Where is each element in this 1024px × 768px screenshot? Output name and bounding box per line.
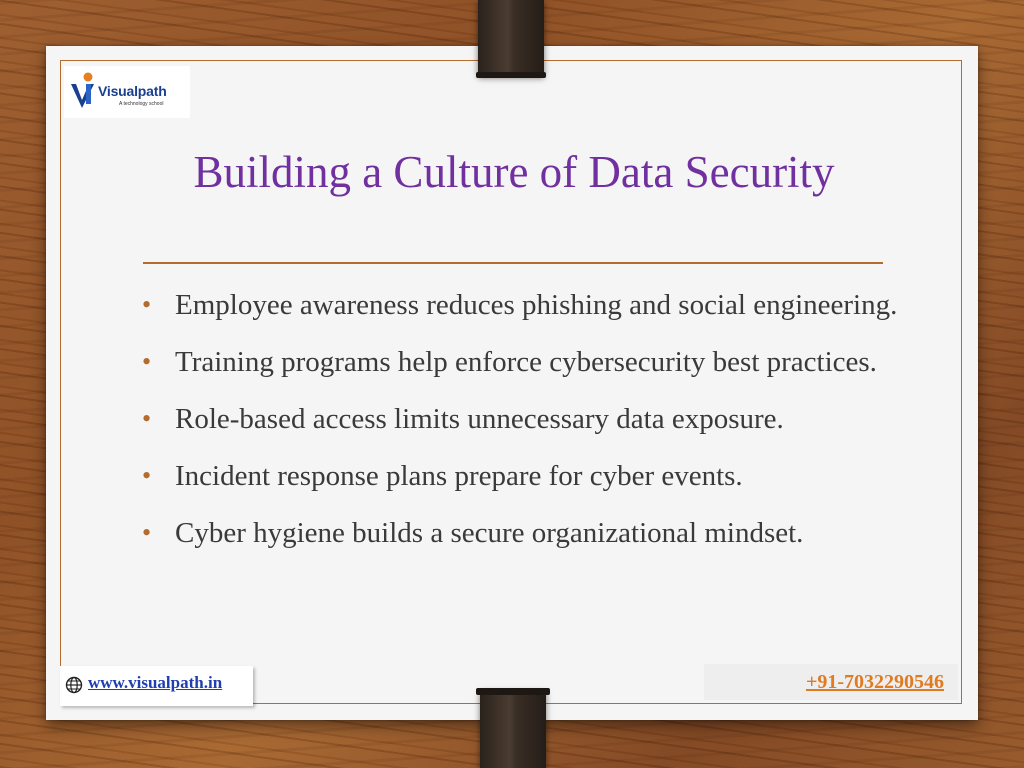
phone-box xyxy=(704,664,958,700)
website-link[interactable]: www.visualpath.in xyxy=(88,673,223,692)
bullet-item xyxy=(140,456,900,496)
bullet-item xyxy=(140,285,900,325)
phone-link[interactable]: +91-7032290546 xyxy=(805,671,944,693)
logo-mark-icon xyxy=(68,70,102,114)
bullet-item xyxy=(140,342,900,382)
bullet-list xyxy=(140,285,900,570)
bullet-text: Incident response plans prepare for cyber events. xyxy=(175,460,743,492)
bullet-text: Cyber hygiene builds a secure organizational mindset. xyxy=(175,517,804,549)
globe-icon xyxy=(65,676,83,694)
bullet-dot: • xyxy=(142,404,152,433)
bullet-text: Training programs help enforce cybersecurity best practices. xyxy=(175,346,877,378)
bullet-dot: • xyxy=(142,347,152,376)
logo-name: Visualpath xyxy=(98,83,167,99)
logo-tagline: A technology school xyxy=(119,101,164,107)
bullet-dot: • xyxy=(142,461,152,490)
bottom-binder-clip xyxy=(480,690,546,768)
bullet-text: Employee awareness reduces phishing and social engineering. xyxy=(175,289,898,321)
bullet-item xyxy=(140,399,900,439)
website-box xyxy=(60,666,253,706)
bullet-text: Role-based access limits unnecessary data exposure. xyxy=(175,403,784,435)
bullet-dot: • xyxy=(142,518,152,547)
bullet-item xyxy=(140,513,900,553)
top-binder-clip xyxy=(478,0,544,76)
bullet-dot: • xyxy=(142,290,152,319)
visualpath-logo xyxy=(64,66,190,118)
title-divider xyxy=(143,262,883,264)
slide-title: Building a Culture of Data Security xyxy=(193,147,835,197)
